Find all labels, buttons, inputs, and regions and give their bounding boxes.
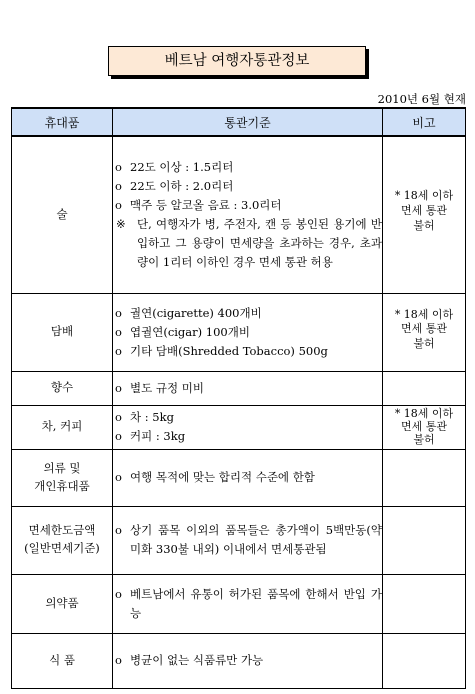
note-line: * 18세 이하 <box>394 307 454 321</box>
note-cell <box>383 293 466 371</box>
category-cell <box>12 371 113 405</box>
criteria-item: o 커피 : 3kg <box>113 427 382 446</box>
note-line: 면세 통관 <box>400 203 447 217</box>
criteria-cell <box>113 136 383 293</box>
table-row-tea-coffee <box>12 405 466 449</box>
note-cell <box>383 405 466 449</box>
note-line: 불허 <box>413 337 435 351</box>
criteria-item: o 기타 담배(Shredded Tobacco) 500g <box>113 342 382 361</box>
note-cell <box>383 371 466 405</box>
category-cell <box>12 293 113 371</box>
note-line: 불허 <box>413 432 435 446</box>
table-row-food <box>12 633 466 688</box>
category-label: 향수 <box>50 380 74 395</box>
category-cell <box>12 506 113 574</box>
criteria-item: o 상기 품목 이외의 품목들은 총가액이 5백만동(약 미화 330불 내외) 이내에서 면세통관됨 <box>113 521 382 559</box>
category-label: 의류 및 <box>43 460 81 475</box>
criteria-item: o 22도 이상 : 1.5리터 <box>113 158 382 177</box>
note-line: 면세 통관 <box>400 322 447 336</box>
table-header-row <box>12 108 466 136</box>
category-label: 면세한도금액 <box>28 523 96 538</box>
header-criteria: 통관기준 <box>113 108 383 136</box>
category-cell <box>12 574 113 633</box>
category-cell <box>12 136 113 293</box>
category-label: 술 <box>56 206 68 221</box>
header-item: 휴대품 <box>12 108 113 136</box>
note-cell <box>383 633 466 688</box>
criteria-cell <box>113 633 383 688</box>
criteria-cell <box>113 506 383 574</box>
remark-text: ※ 단, 여행자가 병, 주전자, 캔 등 봉인된 용기에 반입하고 그 용량이 면세량을 초과하는 경우, 초과량이 1리터 이하인 경우 면세 통관 허용 <box>113 215 382 272</box>
table-row-tobacco <box>12 293 466 371</box>
header-note: 비고 <box>383 108 466 136</box>
category-label: 개인휴대품 <box>34 478 90 493</box>
criteria-item: o 엽궐연(cigar) 100개비 <box>113 323 382 342</box>
category-cell <box>12 449 113 506</box>
criteria-cell <box>113 371 383 405</box>
criteria-cell <box>113 449 383 506</box>
category-label: (일반면세기준) <box>24 541 100 555</box>
note-cell <box>383 449 466 506</box>
note-cell <box>383 506 466 574</box>
criteria-item: o 궐연(cigarette) 400개비 <box>113 304 382 323</box>
table-row-medicine <box>12 574 466 633</box>
criteria-item: o 병균이 없는 식품류만 가능 <box>113 651 382 670</box>
category-cell <box>12 633 113 688</box>
table-row-duty-free-limit <box>12 506 466 574</box>
date-note: 2010년 6월 현재 <box>377 92 466 106</box>
customs-table <box>11 107 466 689</box>
note-cell <box>383 136 466 293</box>
criteria-cell <box>113 405 383 449</box>
table-row-clothing <box>12 449 466 506</box>
criteria-item: o 여행 목적에 맞는 합리적 수준에 한함 <box>113 468 382 487</box>
note-cell <box>383 574 466 633</box>
criteria-item: o 별도 규정 미비 <box>113 379 382 398</box>
criteria-item: o 맥주 등 알코올 음료 : 3.0리터 <box>113 196 382 215</box>
page-title: 베트남 여행자통관정보 <box>108 46 366 76</box>
criteria-cell <box>113 293 383 371</box>
criteria-item: o 22도 이하 : 2.0리터 <box>113 177 382 196</box>
category-label: 식 품 <box>49 652 75 667</box>
table-row-liquor <box>12 136 466 293</box>
criteria-cell <box>113 574 383 633</box>
note-line: 불허 <box>413 218 435 232</box>
criteria-item: o 차 : 5kg <box>113 408 382 427</box>
category-label: 담배 <box>50 324 74 339</box>
table-row-perfume <box>12 371 466 405</box>
category-label: 의약품 <box>45 595 79 610</box>
note-line: * 18세 이하 <box>394 189 454 202</box>
note-line: * 18세 이하 <box>394 406 454 420</box>
note-line: 면세 통관 <box>400 419 447 433</box>
criteria-item: o 베트남에서 유통이 허가된 품목에 한해서 반입 가능 <box>113 585 382 623</box>
category-label: 차, 커피 <box>41 419 83 434</box>
category-cell <box>12 405 113 449</box>
